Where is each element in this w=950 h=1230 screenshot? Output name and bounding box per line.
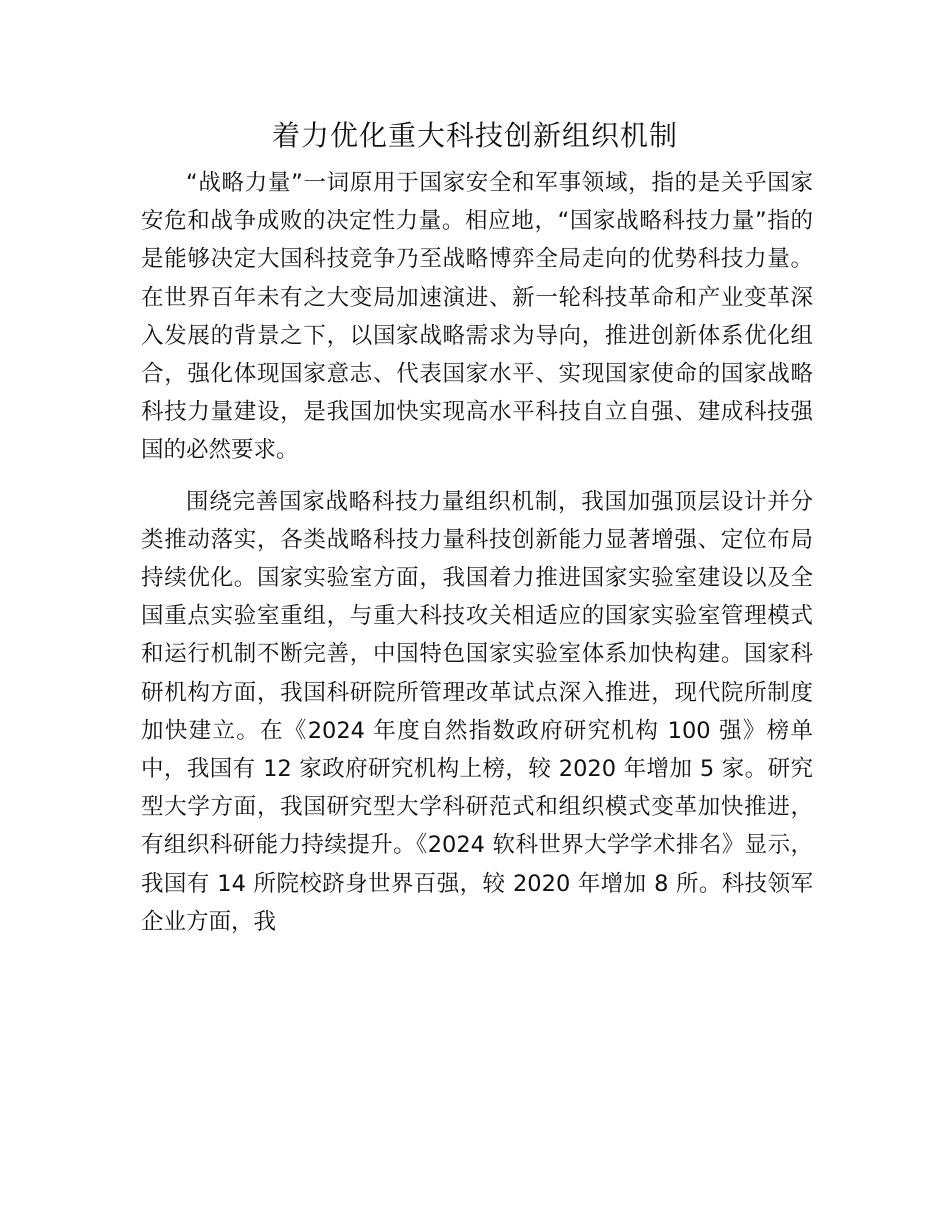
document-title: 着力优化重大科技创新组织机制 bbox=[271, 119, 678, 152]
paragraph-2: 围绕完善国家战略科技力量组织机制，我国加强顶层设计并分类推动落实，各类战略科技力量科技创新能力显著增强、定位布局持续优化。国家实验室方面，我国着力推进国家实验室建设以及全国重点实验室重组，与重大科技攻关相适应的国家实验室管理模式和运行机制不断完善，中国特色国家实验室体系加快构建。国家科研机构方面，我国科研院所管理改革试点深入推进，现代院所制度加快建立。在《2024 年度自然指数政府研究机构 100 强》榜单中，我国有 12 家政府研究机构上榜，较 2020 年增加 5 家。研究型大学方面，我国研究型大学科研范式和组织模式变革加快推进，有组织科研能力持续提升。《2024 软科世界大学学术排名》显示，我国有 14 所院校跻身世界百强，较 2020 年增加 8 所。科技领军企业方面，我 bbox=[141, 488, 813, 935]
document-body bbox=[141, 164, 813, 941]
paragraph-1: “战略力量”一词原用于国家安全和军事领域，指的是关乎国家安危和战争成败的决定性力量。相应地，“国家战略科技力量”指的是能够决定大国科技竞争乃至战略博弈全局走向的优势科技力量。在世界百年未有之大变局加速演进、新一轮科技革命和产业变革深入发展的背景之下，以国家战略需求为导向，推进创新体系优化组合，强化体现国家意志、代表国家水平、实现国家使命的国家战略科技力量建设，是我国加快实现高水平科技自立自强、建成科技强国的必然要求。 bbox=[141, 170, 813, 464]
